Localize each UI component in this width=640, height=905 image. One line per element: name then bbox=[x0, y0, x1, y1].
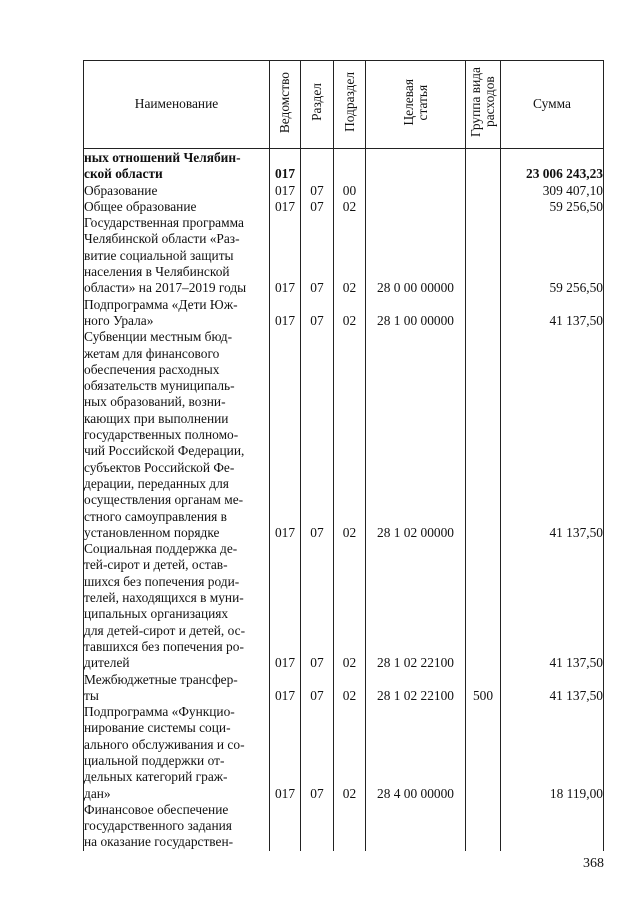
cell-summa: 59 256,50 bbox=[501, 199, 604, 215]
cell-razdel: 07 bbox=[301, 183, 334, 199]
cell-celevaya: 28 0 00 00000 bbox=[366, 215, 466, 296]
table-row bbox=[84, 802, 604, 851]
cell-name: Межбюджетные трансфер- ты bbox=[84, 672, 270, 705]
cell-gruppa bbox=[466, 802, 501, 851]
header-vedomstvo-label: Ведомство bbox=[277, 71, 292, 133]
cell-vedomstvo: 017 bbox=[270, 329, 301, 541]
cell-celevaya bbox=[366, 802, 466, 851]
cell-name: Государственная программа Челябинской области «Раз- витие социальной защиты населения в Челябинской области» на 2017–2019 годы bbox=[84, 215, 270, 296]
cell-celevaya bbox=[366, 199, 466, 215]
cell-vedomstvo: 017 bbox=[270, 183, 301, 199]
cell-summa: 309 407,10 bbox=[501, 183, 604, 199]
cell-vedomstvo: 017 bbox=[270, 297, 301, 330]
header-name: Наименование bbox=[84, 61, 270, 149]
cell-celevaya: 28 1 02 00000 bbox=[366, 329, 466, 541]
table-row bbox=[84, 199, 604, 215]
cell-podrazdel: 00 bbox=[334, 183, 366, 199]
cell-podrazdel: 02 bbox=[334, 672, 366, 705]
header-celevaya-label: Целевая статья bbox=[400, 79, 430, 126]
cell-summa: 41 137,50 bbox=[501, 329, 604, 541]
cell-name: Социальная поддержка де- тей-сирот и детей, остав- шихся без попечения роди- телей, находящихся в муни- ципальных организациях для детей-сирот и детей, ос- тавшихся без попечения ро- дителей bbox=[84, 541, 270, 671]
cell-name: Образование bbox=[84, 183, 270, 199]
cell-vedomstvo: 017 bbox=[270, 672, 301, 705]
cell-razdel: 07 bbox=[301, 672, 334, 705]
cell-vedomstvo: 017 bbox=[270, 704, 301, 802]
cell-name: Общее образование bbox=[84, 199, 270, 215]
cell-gruppa bbox=[466, 199, 501, 215]
cell-razdel: 07 bbox=[301, 329, 334, 541]
cell-name: ных отношений Челябин- ской области bbox=[84, 149, 270, 183]
cell-razdel: 07 bbox=[301, 297, 334, 330]
cell-vedomstvo: 017 bbox=[270, 149, 301, 183]
cell-vedomstvo: 017 bbox=[270, 215, 301, 296]
page-number: 368 bbox=[583, 856, 604, 871]
cell-gruppa bbox=[466, 183, 501, 199]
cell-podrazdel: 02 bbox=[334, 541, 366, 671]
cell-razdel bbox=[301, 149, 334, 183]
table-row bbox=[84, 541, 604, 671]
cell-vedomstvo: 017 bbox=[270, 199, 301, 215]
cell-summa: 41 137,50 bbox=[501, 297, 604, 330]
cell-summa: 41 137,50 bbox=[501, 541, 604, 671]
cell-summa bbox=[501, 802, 604, 851]
cell-gruppa bbox=[466, 541, 501, 671]
header-vedomstvo bbox=[270, 61, 301, 149]
table-row bbox=[84, 183, 604, 199]
budget-table bbox=[83, 60, 604, 851]
cell-name: Финансовое обеспечение государственного задания на оказание государствен- bbox=[84, 802, 270, 851]
cell-podrazdel: 02 bbox=[334, 704, 366, 802]
cell-razdel: 07 bbox=[301, 541, 334, 671]
table-row bbox=[84, 297, 604, 330]
cell-razdel: 07 bbox=[301, 215, 334, 296]
header-razdel-label: Раздел bbox=[309, 83, 324, 122]
cell-gruppa bbox=[466, 704, 501, 802]
cell-gruppa bbox=[466, 329, 501, 541]
cell-celevaya bbox=[366, 183, 466, 199]
cell-celevaya: 28 1 00 00000 bbox=[366, 297, 466, 330]
cell-celevaya bbox=[366, 149, 466, 183]
header-gruppa-label: Группа вида расходов bbox=[468, 67, 497, 138]
header-podrazdel-label: Подраздел bbox=[341, 72, 357, 133]
cell-gruppa: 500 bbox=[466, 672, 501, 705]
cell-podrazdel: 02 bbox=[334, 199, 366, 215]
cell-podrazdel: 02 bbox=[334, 297, 366, 330]
cell-vedomstvo bbox=[270, 802, 301, 851]
table-body bbox=[84, 149, 604, 851]
header-podrazdel bbox=[334, 61, 366, 149]
cell-podrazdel bbox=[334, 802, 366, 851]
header-gruppa bbox=[466, 61, 501, 149]
header-summa: Сумма bbox=[501, 61, 604, 149]
cell-gruppa bbox=[466, 297, 501, 330]
table-row bbox=[84, 329, 604, 541]
header-razdel bbox=[301, 61, 334, 149]
cell-name: Субвенции местным бюд- жетам для финансового обеспечения расходных обязательств муниципаль- ных образований, возни- кающих при выполнении государственных полномо- чий Российской Федерации, субъектов Российской Фе- дерации, переданных для осуществления органам ме- стного самоуправления в установленном порядке bbox=[84, 329, 270, 541]
cell-podrazdel: 02 bbox=[334, 329, 366, 541]
table-row bbox=[84, 149, 604, 183]
table-row bbox=[84, 672, 604, 705]
cell-celevaya: 28 1 02 22100 bbox=[366, 672, 466, 705]
cell-celevaya: 28 4 00 00000 bbox=[366, 704, 466, 802]
cell-summa: 59 256,50 bbox=[501, 215, 604, 296]
cell-podrazdel bbox=[334, 149, 366, 183]
table-row bbox=[84, 215, 604, 296]
cell-podrazdel: 02 bbox=[334, 215, 366, 296]
cell-summa: 41 137,50 bbox=[501, 672, 604, 705]
cell-summa: 23 006 243,23 bbox=[501, 149, 604, 183]
cell-celevaya: 28 1 02 22100 bbox=[366, 541, 466, 671]
cell-razdel: 07 bbox=[301, 199, 334, 215]
cell-name: Подпрограмма «Дети Юж- ного Урала» bbox=[84, 297, 270, 330]
cell-summa: 18 119,00 bbox=[501, 704, 604, 802]
cell-gruppa bbox=[466, 149, 501, 183]
cell-razdel: 07 bbox=[301, 704, 334, 802]
cell-gruppa bbox=[466, 215, 501, 296]
cell-vedomstvo: 017 bbox=[270, 541, 301, 671]
cell-razdel bbox=[301, 802, 334, 851]
table-header bbox=[84, 61, 604, 149]
cell-name: Подпрограмма «Функцио- нирование системы соци- ального обслуживания и со- циальной поддержки от- дельных категорий граж- дан» bbox=[84, 704, 270, 802]
header-celevaya bbox=[366, 61, 466, 149]
table-row bbox=[84, 704, 604, 802]
